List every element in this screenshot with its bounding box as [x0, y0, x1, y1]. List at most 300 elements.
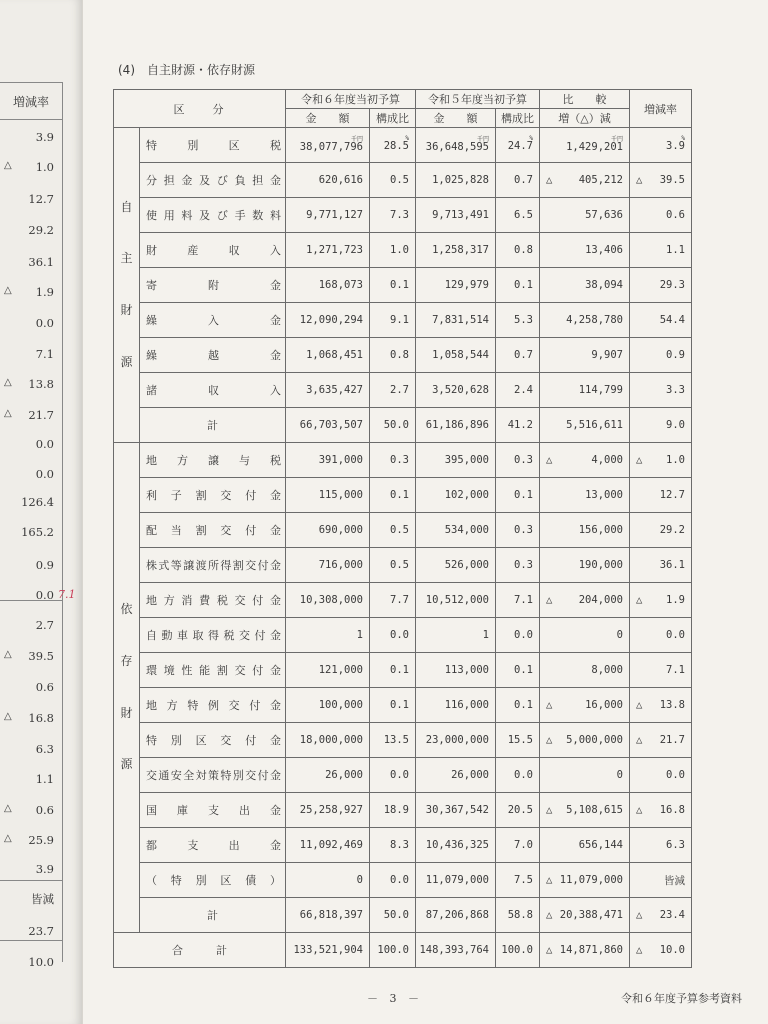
col-category-header: 区 分: [114, 90, 286, 128]
table-row: [114, 408, 692, 443]
table-row: [114, 933, 692, 968]
r6-ratio: 7.7: [390, 594, 409, 606]
left-rate-value: [0, 742, 62, 756]
left-rate-value: [0, 711, 62, 725]
r6-amount: 121,000: [318, 664, 363, 676]
document-name: 令和６年度予算参考資料: [621, 992, 742, 1005]
r5-amount: 26,000: [451, 769, 489, 781]
group-dependent-revenue: [114, 443, 140, 933]
section-title: (4) 自主財源・依存財源: [118, 63, 255, 77]
left-rate-value: [0, 833, 62, 847]
rate-value: 0.0: [35, 316, 54, 330]
group-char: 存: [120, 653, 133, 668]
r5-ratio: 2.4: [514, 384, 533, 396]
diff-amount: 8,000: [591, 664, 623, 676]
r5-ratio: 24.7: [507, 139, 533, 152]
r6-amount: 9,771,127: [306, 209, 363, 221]
r5-ratio: 0.3: [514, 524, 533, 536]
decrease-marker: △: [546, 174, 553, 186]
row-label: 配当割交付金: [140, 513, 286, 548]
rate-value: 21.7: [28, 408, 54, 422]
r5-amount: 129,979: [444, 279, 489, 291]
left-table-border: [62, 82, 63, 962]
r5-amount: 116,000: [444, 699, 489, 711]
row-label: 地方譲与税: [140, 443, 286, 478]
row-label: 特別区交付金: [140, 723, 286, 758]
r5-amount: 30,367,542: [425, 804, 489, 816]
r5-ratio: 7.5: [514, 874, 533, 886]
left-rate-value: [0, 495, 62, 509]
r5-amount: 1,058,544: [432, 349, 489, 361]
diff-amount: 13,406: [585, 244, 623, 256]
diff-amount: 11,079,000: [559, 874, 623, 886]
r6-ratio: 13.5: [383, 734, 409, 746]
row-label: 寄附金: [140, 268, 286, 303]
left-rate-value: [0, 347, 62, 361]
col-r6-header: 令和６年度当初予算: [286, 90, 416, 109]
left-rate-value: [0, 649, 62, 663]
rate-value: 0.6: [666, 209, 685, 221]
left-rate-value: [0, 618, 62, 632]
r5-ratio: 0.1: [514, 489, 533, 501]
row-label: 地方消費税交付金: [140, 583, 286, 618]
left-rate-value: [0, 408, 62, 422]
r6-amount: 133,521,904: [293, 944, 363, 956]
r6-ratio: 0.1: [390, 699, 409, 711]
diff-amount: 656,144: [578, 839, 623, 851]
diff-amount: 1,429,201: [566, 140, 623, 153]
rate-value: 29.3: [659, 279, 685, 291]
rate-value: 6.3: [666, 839, 685, 851]
grand-total-label: 合 計: [114, 933, 286, 968]
diff-amount: 4,258,780: [566, 314, 623, 326]
r6-ratio: 0.5: [390, 524, 409, 536]
r5-ratio: 0.8: [514, 244, 533, 256]
table-row: [114, 128, 692, 163]
r6-amount: 391,000: [318, 454, 363, 466]
diff-amount: 9,907: [591, 349, 623, 361]
unit-label: %: [681, 134, 685, 142]
r6-ratio: 50.0: [383, 909, 409, 921]
r6-amount: 12,090,294: [299, 314, 363, 326]
table-row: [114, 688, 692, 723]
r5-ratio: 15.5: [507, 734, 533, 746]
subtotal-label: 計: [140, 408, 286, 443]
left-divider: [0, 880, 62, 881]
r6-ratio: 0.1: [390, 279, 409, 291]
r6-ratio: 28.5: [383, 139, 409, 152]
group-char: 主: [120, 251, 133, 266]
diff-amount: 405,212: [578, 174, 623, 186]
r6-ratio: 0.0: [390, 629, 409, 641]
rate-value: 13.8: [28, 377, 54, 391]
r6-ratio: 18.9: [383, 804, 409, 816]
r5-amount: 23,000,000: [425, 734, 489, 746]
r5-ratio: 7.1: [514, 594, 533, 606]
r6-ratio: 2.7: [390, 384, 409, 396]
row-label: 繰入金: [140, 303, 286, 338]
row-label: 分担金及び負担金: [140, 163, 286, 198]
table-row: [114, 863, 692, 898]
rate-value: 25.9: [28, 833, 54, 847]
r6-amount: 10,308,000: [299, 594, 363, 606]
budget-page: [82, 0, 768, 1024]
row-label: 特別区税: [140, 128, 286, 163]
r6-ratio: 8.3: [390, 839, 409, 851]
r5-ratio: 0.3: [514, 559, 533, 571]
unit-label: 千円: [350, 135, 363, 143]
budget-table: [113, 89, 692, 968]
rate-value: 0.9: [35, 558, 54, 572]
r5-ratio: 0.1: [514, 699, 533, 711]
rate-value: 16.8: [659, 804, 685, 816]
r5-ratio: 100.0: [501, 944, 533, 956]
rate-value: 2.7: [35, 618, 54, 632]
row-label: 財産収入: [140, 233, 286, 268]
rate-value: 23.4: [659, 909, 685, 921]
rate-value: 10.0: [28, 955, 54, 969]
decrease-marker: △: [636, 454, 643, 466]
col-rate-header: 増減率: [630, 90, 692, 128]
decrease-marker: △: [4, 377, 12, 388]
rate-value: 0.9: [666, 349, 685, 361]
diff-amount: 0: [616, 629, 623, 641]
table-row: [114, 163, 692, 198]
rate-value: 36.1: [659, 559, 685, 571]
rate-value: 12.7: [28, 192, 54, 206]
r6-amount: 690,000: [318, 524, 363, 536]
rate-value: 1.1: [35, 772, 54, 786]
diff-amount: 16,000: [585, 699, 623, 711]
page-number: － 3 －: [367, 992, 423, 1005]
decrease-marker: △: [4, 649, 12, 660]
rate-value: 7.1: [666, 664, 685, 676]
rate-value: 165.2: [21, 525, 54, 539]
table-row: [114, 583, 692, 618]
r6-amount: 66,703,507: [299, 419, 363, 431]
r6-amount: 3,635,427: [306, 384, 363, 396]
left-divider: [0, 940, 62, 941]
r6-amount: 716,000: [318, 559, 363, 571]
col-r5-header: 令和５年度当初予算: [416, 90, 540, 109]
row-label: 国庫支出金: [140, 793, 286, 828]
group-char: 依: [120, 602, 133, 617]
unit-label: 千円: [610, 135, 623, 143]
table-row: [114, 268, 692, 303]
r6-amount: 115,000: [318, 489, 363, 501]
decrease-marker: △: [546, 594, 553, 606]
rate-value: 39.5: [28, 649, 54, 663]
left-rate-value: [0, 955, 62, 969]
diff-amount: 20,388,471: [559, 909, 623, 921]
diff-header: 増（△）減: [540, 109, 630, 128]
diff-amount: 204,000: [578, 594, 623, 606]
table-row: [114, 338, 692, 373]
rate-value: 126.4: [21, 495, 54, 509]
rate-value: 0.0: [666, 769, 685, 781]
rate-value: 0.6: [35, 680, 54, 694]
rate-value: 29.2: [28, 223, 54, 237]
r6-ratio: 50.0: [383, 419, 409, 431]
r5-amount: 87,206,868: [425, 909, 489, 921]
r5-amount: 36,648,595: [425, 140, 489, 153]
r5-ratio: 7.0: [514, 839, 533, 851]
rate-value: 21.7: [659, 734, 685, 746]
diff-amount: 0: [616, 769, 623, 781]
decrease-marker: △: [636, 174, 643, 186]
diff-amount: 4,000: [591, 454, 623, 466]
table-row: [114, 443, 692, 478]
row-label: 都支出金: [140, 828, 286, 863]
rate-value: 0.0: [35, 467, 54, 481]
decrease-marker: △: [4, 833, 12, 844]
r6-ratio: 100.0: [377, 944, 409, 956]
rate-value: 12.7: [659, 489, 685, 501]
row-label: 利子割交付金: [140, 478, 286, 513]
diff-amount: 5,108,615: [566, 804, 623, 816]
decrease-marker: △: [4, 711, 12, 722]
rate-value: 3.9: [666, 139, 685, 152]
row-label: （特別区債）: [140, 863, 286, 898]
rate-value: 1.0: [666, 454, 685, 466]
diff-amount: 38,094: [585, 279, 623, 291]
left-rate-value: [0, 377, 62, 391]
r5-ratio: 0.0: [514, 629, 533, 641]
r5-amount: 10,436,325: [425, 839, 489, 851]
group-char: 自: [120, 199, 133, 214]
decrease-marker: △: [546, 734, 553, 746]
r5-ratio: 0.1: [514, 664, 533, 676]
left-rate-value: [0, 437, 62, 451]
rate-value: 54.4: [659, 314, 685, 326]
left-rate-header: 増減率: [0, 82, 63, 120]
rate-value: 13.8: [659, 699, 685, 711]
decrease-marker: △: [546, 699, 553, 711]
r5-amount: 395,000: [444, 454, 489, 466]
table-row: [114, 478, 692, 513]
r5-amount: 9,713,491: [432, 209, 489, 221]
left-rate-value: [0, 862, 62, 876]
rate-value: 0.0: [35, 588, 54, 602]
row-label: 諸収入: [140, 373, 286, 408]
row-label: 地方特例交付金: [140, 688, 286, 723]
r5-ratio: 0.7: [514, 174, 533, 186]
left-rate-value: [0, 160, 62, 174]
r5-ratio: 5.3: [514, 314, 533, 326]
r6-amount: 1,068,451: [306, 349, 363, 361]
rate-value: 6.3: [35, 742, 54, 756]
r6-ratio: 1.0: [390, 244, 409, 256]
r6-ratio: 7.3: [390, 209, 409, 221]
r5-amount: 61,186,896: [425, 419, 489, 431]
r6-amount: 26,000: [325, 769, 363, 781]
rate-value: 1.9: [35, 285, 54, 299]
table-row: [114, 828, 692, 863]
r5-amount: 534,000: [444, 524, 489, 536]
row-label: 使用料及び手数料: [140, 198, 286, 233]
r5-ratio-header: 構成比: [496, 109, 540, 128]
diff-amount: 57,636: [585, 209, 623, 221]
left-rate-value: [0, 223, 62, 237]
table-row: [114, 303, 692, 338]
decrease-marker: △: [636, 804, 643, 816]
r6-ratio: 0.8: [390, 349, 409, 361]
r5-amount-header: 金 額: [416, 109, 496, 128]
r6-amount: 620,616: [318, 174, 363, 186]
group-char: 財: [120, 303, 133, 317]
r6-amount: 1,271,723: [306, 244, 363, 256]
decrease-marker: △: [546, 454, 553, 466]
decrease-marker: △: [4, 408, 12, 419]
r6-ratio: 0.5: [390, 174, 409, 186]
rate-value: 皆減: [664, 874, 685, 887]
left-rate-value: [0, 255, 62, 269]
r6-amount: 66,818,397: [299, 909, 363, 921]
decrease-marker: △: [636, 594, 643, 606]
r5-ratio: 41.2: [507, 419, 533, 431]
rate-value: 1.9: [666, 594, 685, 606]
r5-ratio: 20.5: [507, 804, 533, 816]
table-row: [114, 758, 692, 793]
r6-ratio-header: 構成比: [370, 109, 416, 128]
r5-ratio: 0.3: [514, 454, 533, 466]
r5-amount: 1,025,828: [432, 174, 489, 186]
group-char: 源: [120, 757, 133, 772]
rate-value: 10.0: [659, 944, 685, 956]
left-rate-value: [0, 467, 62, 481]
diff-amount: 190,000: [578, 559, 623, 571]
table-row: [114, 898, 692, 933]
r5-amount: 10,512,000: [425, 594, 489, 606]
decrease-marker: △: [546, 804, 553, 816]
left-rate-value: [0, 680, 62, 694]
table-row: [114, 618, 692, 653]
table-row: [114, 653, 692, 688]
r5-amount: 11,079,000: [425, 874, 489, 886]
decrease-marker: △: [636, 909, 643, 921]
decrease-marker: △: [546, 909, 553, 921]
diff-amount: 14,871,860: [559, 944, 623, 956]
rate-value: 1.1: [666, 244, 685, 256]
r5-amount: 3,520,628: [432, 384, 489, 396]
r6-ratio: 9.1: [390, 314, 409, 326]
rate-value: 0.0: [35, 437, 54, 451]
handwritten-mark: 7.1: [58, 588, 76, 601]
left-rate-value: [0, 803, 62, 817]
rate-value: 3.9: [35, 130, 54, 144]
diff-amount: 13,000: [585, 489, 623, 501]
table-row: [114, 373, 692, 408]
decrease-marker: △: [4, 160, 12, 171]
rate-value: 0.0: [666, 629, 685, 641]
left-rate-value: [0, 130, 62, 144]
rate-value: 3.3: [666, 384, 685, 396]
group-char: 源: [120, 354, 133, 369]
r6-ratio: 0.0: [390, 769, 409, 781]
rate-value: 9.0: [666, 419, 685, 431]
decrease-marker: △: [4, 803, 12, 814]
r6-amount-header: 金 額: [286, 109, 370, 128]
left-rate-value: [0, 772, 62, 786]
r5-amount: 1,258,317: [432, 244, 489, 256]
diff-amount: 5,000,000: [566, 734, 623, 746]
r6-ratio: 0.0: [390, 874, 409, 886]
r6-amount: 100,000: [318, 699, 363, 711]
table-row: [114, 793, 692, 828]
unit-label: %: [405, 134, 409, 142]
r6-amount: 25,258,927: [299, 804, 363, 816]
r5-ratio: 0.7: [514, 349, 533, 361]
diff-amount: 156,000: [578, 524, 623, 536]
unit-label: 千円: [476, 135, 489, 143]
rate-value: 0.6: [35, 803, 54, 817]
left-rate-value: [0, 525, 62, 539]
table-row: [114, 723, 692, 758]
r5-amount: 7,831,514: [432, 314, 489, 326]
r5-ratio: 6.5: [514, 209, 533, 221]
decrease-marker: △: [636, 734, 643, 746]
r6-amount: 168,073: [318, 279, 363, 291]
rate-value: 16.8: [28, 711, 54, 725]
rate-value: 36.1: [28, 255, 54, 269]
row-label: 株式等譲渡所得割交付金: [140, 548, 286, 583]
group-char: 財: [120, 705, 133, 720]
decrease-marker: △: [636, 699, 643, 711]
diff-amount: 114,799: [578, 384, 623, 396]
r5-ratio: 0.0: [514, 769, 533, 781]
rate-value: 7.1: [35, 347, 54, 361]
facing-page: [0, 0, 83, 1024]
table-row: [114, 198, 692, 233]
left-rate-value: [0, 316, 62, 330]
decrease-marker: △: [546, 874, 553, 886]
left-rate-value: [0, 192, 62, 206]
left-rate-value: [0, 285, 62, 299]
decrease-marker: △: [546, 944, 553, 956]
table-row: [114, 513, 692, 548]
r6-amount: 0: [356, 874, 363, 886]
decrease-marker: △: [4, 285, 12, 296]
subtotal-label: 計: [140, 898, 286, 933]
r6-amount: 38,077,796: [299, 140, 363, 153]
col-compare-header: 比 較: [540, 90, 630, 109]
r5-ratio: 0.1: [514, 279, 533, 291]
row-label: 環境性能割交付金: [140, 653, 286, 688]
table-row: [114, 548, 692, 583]
rate-value: 皆減: [31, 892, 54, 906]
r6-ratio: 0.1: [390, 664, 409, 676]
left-rate-value: [0, 891, 62, 907]
table-row: [114, 233, 692, 268]
group-own-revenue: [114, 128, 140, 443]
r6-ratio: 0.1: [390, 489, 409, 501]
r5-amount: 526,000: [444, 559, 489, 571]
rate-value: 29.2: [659, 524, 685, 536]
r5-amount: 102,000: [444, 489, 489, 501]
row-label: 繰越金: [140, 338, 286, 373]
left-rate-value: [0, 924, 62, 938]
r6-amount: 18,000,000: [299, 734, 363, 746]
diff-amount: 5,516,611: [566, 419, 623, 431]
decrease-marker: △: [636, 944, 643, 956]
r6-amount: 1: [356, 629, 363, 641]
r5-ratio: 58.8: [507, 909, 533, 921]
rate-value: 1.0: [35, 160, 54, 174]
unit-label: %: [529, 134, 533, 142]
row-label: 自動車取得税交付金: [140, 618, 286, 653]
r6-ratio: 0.5: [390, 559, 409, 571]
r5-amount: 113,000: [444, 664, 489, 676]
